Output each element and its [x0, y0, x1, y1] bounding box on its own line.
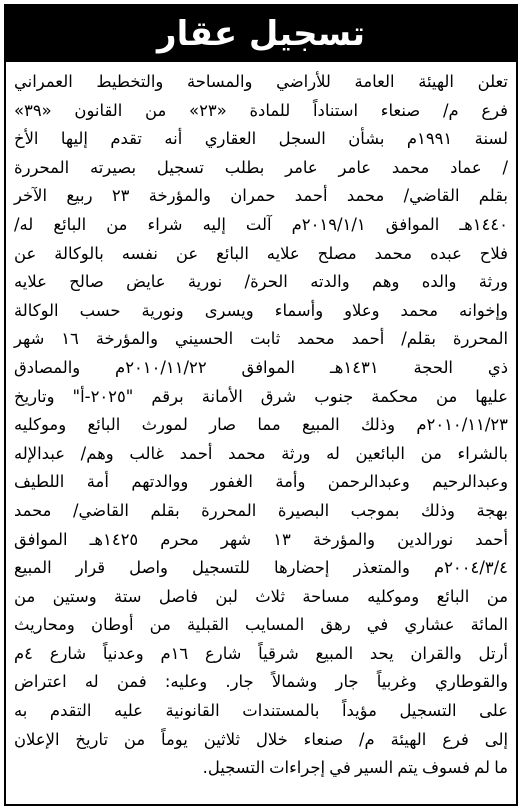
- notice-body-line: المائة عشاري في رهق المسايب القبلية من أوطان ومحاريث: [14, 615, 508, 635]
- notice-body-line: ١٤٤٠هـ الموافق ٢٠١٩/١/١م آلت إليه شراء من البائع له/: [14, 214, 508, 234]
- notice-body-line: على التسجيل مؤيداً بالمستندات القانونية عليه التقدم به: [14, 701, 508, 721]
- notice-body-line: تعلن الهيئة العامة للأراضي والمساحة والتخطيط العمراني: [14, 72, 508, 91]
- notice-header: [6, 6, 516, 62]
- notice-body-line: لسنة ١٩٩١م بشأن السجل العقاري أنه تقدم إليها الأخ: [14, 129, 509, 149]
- notice-body-line: فرع م/ صنعاء استناداً للمادة «٢٣» من القانون «٣٩»: [14, 100, 509, 120]
- notice-body-line: ورثة والده وهم والدته الحرة/ نورية عايض صالح علايه: [14, 272, 508, 292]
- notice-body-line: بقلم القاضي/ محمد أحمد حمران والمؤرخة ٢٣ ربيع الآخر: [14, 186, 508, 206]
- notice-body-line: ذي الحجة ١٤٣١هـ الموافق ٢٠١٠/١١/٢٢م والمصادق: [14, 357, 508, 377]
- notice-body-line: ما لم فسوف يتم السير في إجراءات التسجيل.: [202, 758, 508, 778]
- notice-body-line: ٢٠٠٤/٣/٤م والمتعذر إحضارها للتسجيل واصل قرار المبيع: [14, 558, 508, 578]
- notice-body-line: فلاح عبده محمد مصلح علايه البائع عن نفسه بالوكالة عن: [14, 243, 508, 263]
- notice-body-line: ٢٠١٠/١١/٢٣م وذلك المبيع مما صار لمورث البائع وموكليه: [14, 415, 508, 435]
- notice-body-line: المحررة بقلم/ أحمد محمد ثابت الحسيني والمؤرخة ١٦ شهر: [14, 329, 509, 349]
- notice-body-line: من البائع وموكليه مساحة ثلاث لبن فاصل ستة وستين من: [14, 586, 508, 606]
- notice-body: [6, 62, 516, 783]
- notice-body-line: بهجة وذلك بموجب البصيرة المحررة بقلم القاضي/ محمد: [14, 500, 508, 520]
- notice-body-line: بالشراء من البائعين له ورثة محمد أحمد غالب وهم/ عبدالإله: [14, 443, 508, 463]
- notice-body-line: إلى فرع الهيئة م/ صنعاء خلال ثلاثين يوماً من تاريخ الإعلان: [14, 729, 508, 749]
- notice-title: تسجيل عقار: [157, 14, 365, 54]
- notice-body-line: والقوطاري وغربياً جار وشمالاً جار. وعليه: فمن له اعتراض: [14, 672, 508, 692]
- notice-body-line: أرتل والقران يحد المبيع شرقياً شارع ١٦م وعدنياً شارع ٤م: [14, 643, 508, 663]
- notice-body-line: عليها من محكمة جنوب شرق الأمانة برقم "٢٠٢٥-أ" وتاريخ: [14, 386, 508, 406]
- notice-body-line: وعبدالرحيم وعبدالرحمن وأمة الغفور ووالدتهم أمة اللطيف: [14, 472, 508, 492]
- notice-body-line: / عماد محمد عامر عامر بطلب تسجيل بصيرته المحررة: [14, 157, 508, 177]
- notice-body-line: وإخوانه محمد وعلاو وأسماء ويسرى ونورية حسب الوكالة: [14, 300, 508, 320]
- property-registration-notice: [4, 4, 518, 806]
- notice-body-line: أحمد نورالدين والمؤرخة ١٣ شهر محرم ١٤٢٥هـ الموافق: [14, 529, 508, 549]
